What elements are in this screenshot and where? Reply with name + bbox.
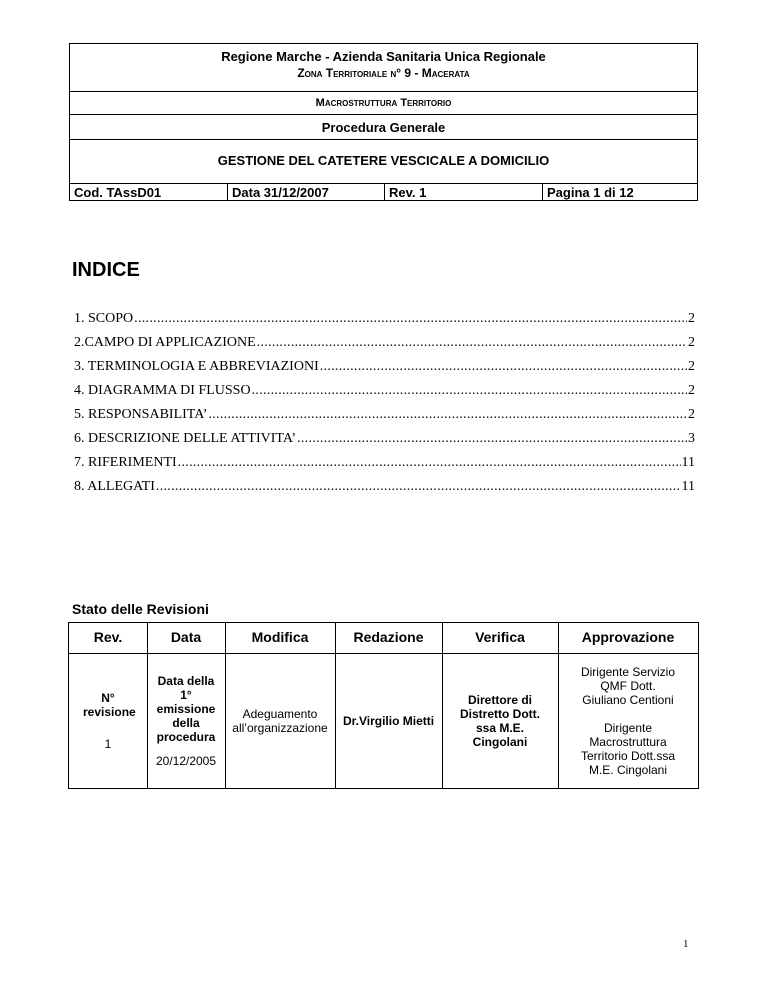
column-divider bbox=[225, 623, 226, 788]
document-header bbox=[69, 43, 698, 201]
doc-code: Cod. TAssD01 bbox=[74, 185, 162, 200]
meta-divider bbox=[542, 184, 543, 201]
header-divider bbox=[70, 91, 697, 92]
toc-entry[interactable]: 4. DIAGRAMMA DI FLUSSO ..... 2 bbox=[74, 382, 695, 400]
modifica-value: Adeguamento all’organizzazione bbox=[232, 707, 328, 735]
header-divider bbox=[70, 139, 697, 140]
column-divider bbox=[442, 623, 443, 788]
data-label: Data della 1° emissione della procedura bbox=[156, 674, 216, 744]
cell-rev bbox=[69, 654, 147, 788]
data-value: 20/12/2005 bbox=[155, 754, 217, 768]
index-heading: INDICE bbox=[72, 259, 140, 281]
column-divider bbox=[558, 623, 559, 788]
doc-date: Data 31/12/2007 bbox=[232, 185, 329, 200]
cell-modifica bbox=[225, 654, 335, 788]
col-header-verifica: Verifica bbox=[475, 629, 525, 645]
toc-entry[interactable]: 6. DESCRIZIONE DELLE ATTIVITA’ ..... 3 bbox=[74, 430, 695, 448]
region-title: Regione Marche - Azienda Sanitaria Unica Regionale bbox=[221, 49, 546, 64]
col-header-approvazione: Approvazione bbox=[581, 629, 675, 645]
approvazione-2: Dirigente Macrostruttura Territorio Dott.ssa M.E. Cingolani bbox=[580, 721, 676, 777]
macrostructure-title: Macrostruttura Territorio bbox=[315, 97, 452, 109]
column-divider bbox=[335, 623, 336, 788]
verifica-value: Direttore di Distretto Dott. ssa M.E. Cingolani bbox=[460, 693, 540, 749]
col-header-modifica: Modifica bbox=[251, 629, 309, 645]
revisions-table bbox=[68, 622, 699, 789]
col-header-data: Data bbox=[170, 629, 202, 645]
toc-entry[interactable]: 2.CAMPO DI APPLICAZIONE ..... 2 bbox=[74, 334, 695, 352]
cell-data bbox=[147, 654, 225, 788]
doc-page: Pagina 1 di 12 bbox=[547, 185, 634, 200]
column-divider bbox=[147, 623, 148, 788]
meta-divider bbox=[384, 184, 385, 201]
cell-redazione bbox=[335, 654, 442, 788]
doc-revision: Rev. 1 bbox=[389, 185, 427, 200]
revisions-heading: Stato delle Revisioni bbox=[72, 601, 209, 617]
document-title: GESTIONE DEL CATETERE VESCICALE A DOMICILIO bbox=[217, 153, 550, 168]
zone-title: Zona Territoriale n° 9 - Macerata bbox=[297, 66, 470, 80]
approvazione-1: Dirigente Servizio QMF Dott. Giuliano Centioni bbox=[580, 665, 676, 707]
redazione-value: Dr.Virgilio Mietti bbox=[342, 714, 435, 728]
rev-label: N° revisione bbox=[83, 691, 136, 719]
toc-entry[interactable]: 7. RIFERIMENTI ..... 11 bbox=[74, 454, 695, 472]
cell-approvazione bbox=[558, 654, 698, 788]
toc-entry[interactable]: 1. SCOPO ..... 2 bbox=[74, 310, 695, 328]
toc-entry[interactable]: 8. ALLEGATI ..... 11 bbox=[74, 478, 695, 496]
col-header-redazione: Redazione bbox=[353, 629, 424, 645]
cell-verifica bbox=[442, 654, 558, 788]
header-divider bbox=[70, 114, 697, 115]
meta-divider bbox=[227, 184, 228, 201]
toc-entry[interactable]: 3. TERMINOLOGIA E ABBREVIAZIONI ..... 2 bbox=[74, 358, 695, 376]
page-number: 1 bbox=[683, 938, 689, 950]
procedure-type: Procedura Generale bbox=[321, 120, 446, 135]
toc-entry[interactable]: 5. RESPONSABILITA’ ..... 2 bbox=[74, 406, 695, 424]
col-header-rev: Rev. bbox=[93, 629, 123, 645]
rev-value: 1 bbox=[104, 737, 112, 751]
